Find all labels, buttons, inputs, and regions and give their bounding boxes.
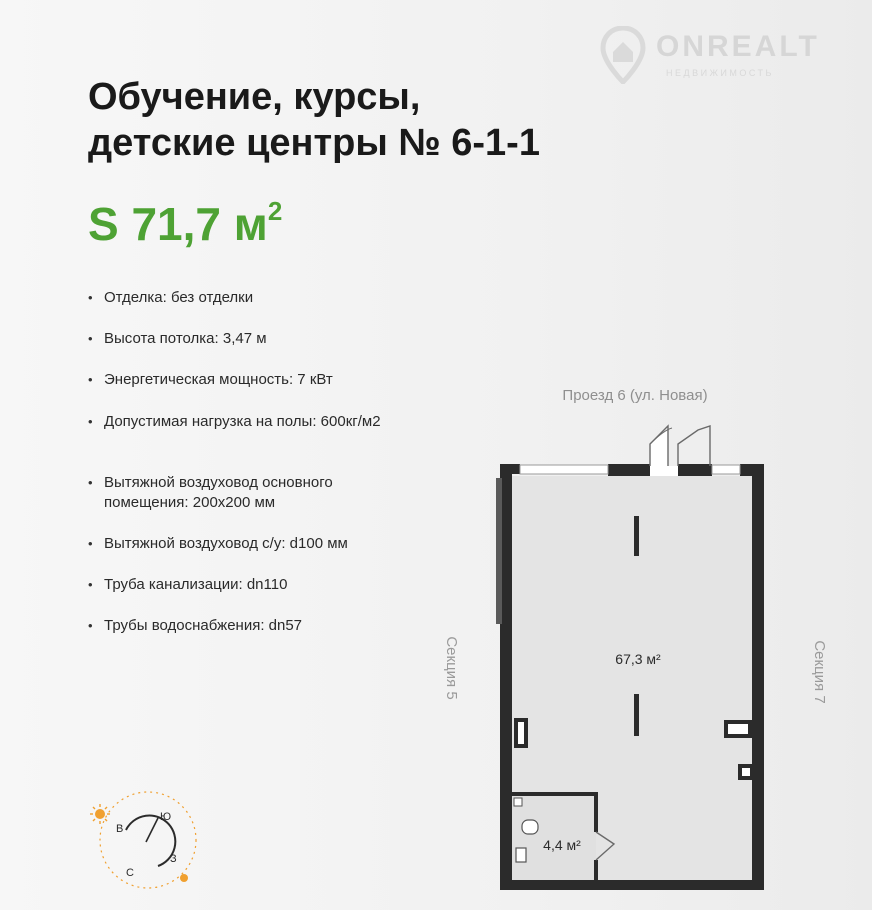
compass-letter-south: Ю <box>160 811 172 823</box>
compass-rose <box>86 786 210 898</box>
sunset-marker <box>180 874 188 882</box>
title-line-2: детские центры № 6-1-1 <box>88 122 540 164</box>
left-partition <box>496 478 502 624</box>
bath-duct-icon <box>514 798 522 806</box>
toilet-icon <box>522 820 538 834</box>
compass-arc <box>126 815 175 866</box>
spec-item-power: • Энергетическая мощность: 7 кВт <box>88 370 388 390</box>
sun-path-circle <box>100 792 196 888</box>
section-5-label: Секция 5 <box>443 636 460 700</box>
main-room-area-label: 67,3 м² <box>615 651 661 667</box>
spec-item-sewer-pipe: • Труба канализации: dn110 <box>88 575 388 595</box>
spec-item-water-pipes: • Трубы водоснабжения: dn57 <box>88 616 388 636</box>
total-area-superscript: 2 <box>267 196 283 226</box>
total-area-value: S 71,7 м <box>88 198 268 250</box>
spec-item-ceiling-height: • Высота потолка: 3,47 м <box>88 329 388 349</box>
watermark-brand: ONREALT <box>656 30 820 63</box>
street-label: Проезд 6 (ул. Новая) <box>562 387 708 404</box>
compass-needle <box>146 818 158 842</box>
title-line-1: Обучение, курсы, <box>88 76 421 118</box>
sink-icon <box>516 848 526 862</box>
section-7-label: Секция 7 <box>811 640 828 704</box>
spec-item-finish: • Отделка: без отделки <box>88 288 388 308</box>
bathroom-area-label: 4,4 м² <box>543 837 581 853</box>
spec-item-bath-duct: • Вытяжной воздуховод с/у: d100 мм <box>88 534 388 554</box>
compass-letter-west: З <box>170 853 177 865</box>
watermark-subtitle: НЕДВИЖИМОСТЬ <box>666 68 774 78</box>
compass-letter-north: С <box>126 867 134 879</box>
compass-letter-east: В <box>116 823 124 835</box>
spec-item-main-duct: • Вытяжной воздуховод основного помещения: 200х200 мм <box>88 473 388 513</box>
spec-item-floor-load: • Допустимая нагрузка на полы: 600кг/м2 <box>88 412 388 432</box>
sun-icon <box>90 804 110 824</box>
